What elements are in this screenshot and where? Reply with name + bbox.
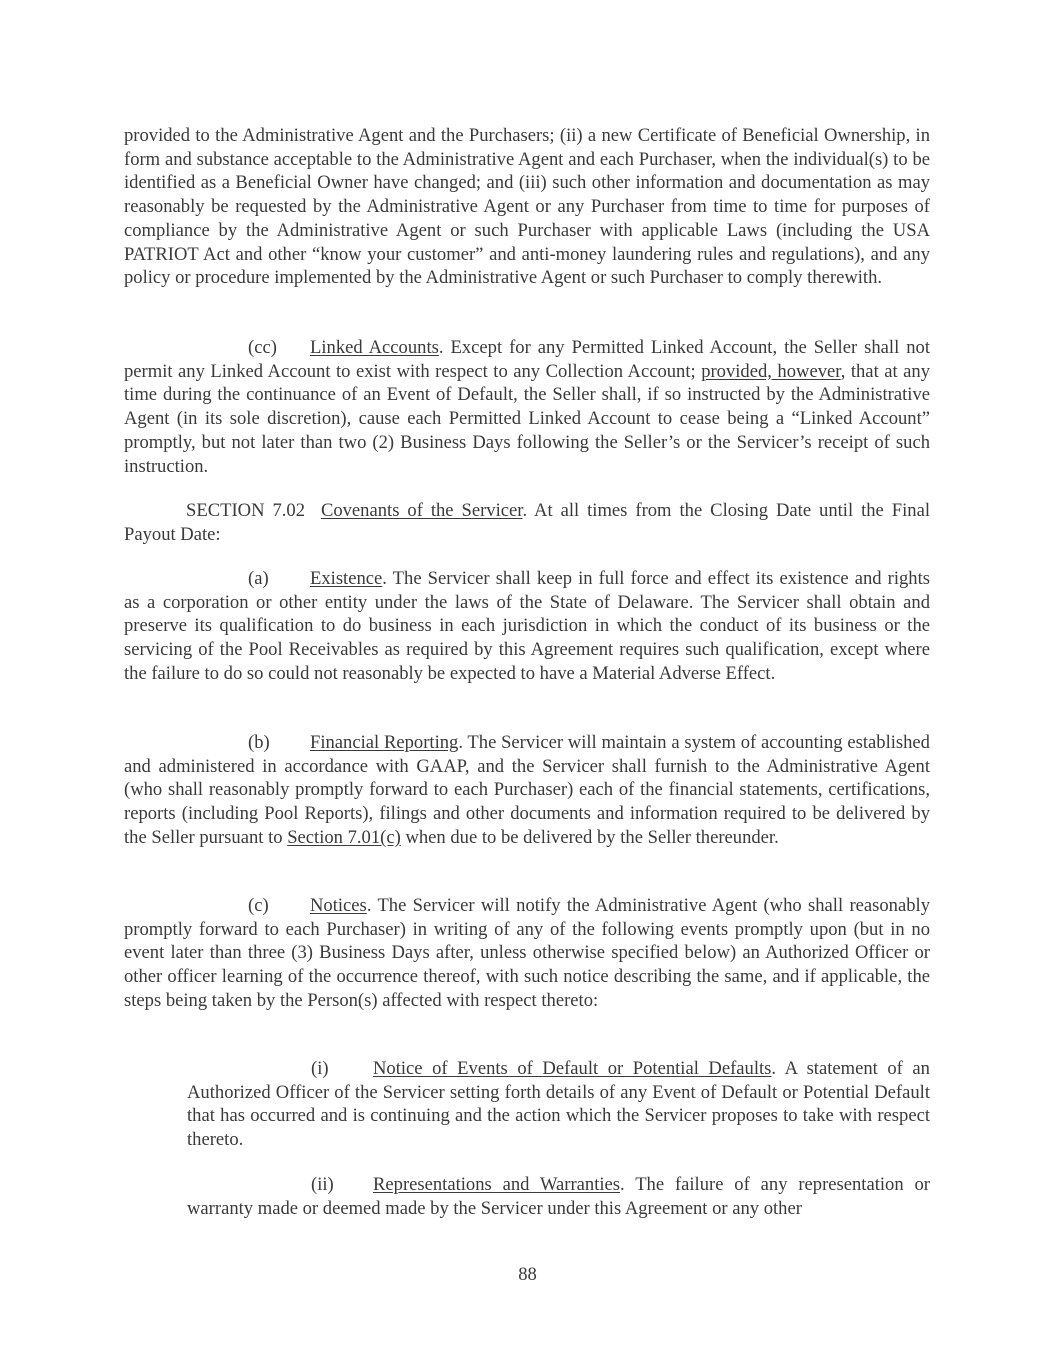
section-cross-reference: Section 7.01(c) <box>287 826 401 848</box>
section-label: SECTION 7.02 <box>186 500 306 521</box>
paragraph-cc-linked-accounts: (cc) Linked Accounts. Except for any Permitted Linked Account, the Seller shall not permit any Linked Account to exist with respect to any Collection Account; provided, however, that at any time during the continuance of an Event of Default, the Seller shall, if so instructed by the Administrative Agent (in its sole discretion), cause each Permitted Linked Account to cease being a “Linked Account” promptly, but not later than two (2) Business Days following the Seller’s or the Servicer’s receipt of such instruction. <box>124 337 931 477</box>
paragraph-b-financial-reporting: (b) Financial Reporting. The Servicer will maintain a system of accounting established and administered in accordance with GAAP, and the Servicer shall furnish to the Administrative Agent (who shall reasonably promptly forward to each Purchaser) each of the financial statements, certifications, reports (including Pool Reports), filings and other documents and information required to be delivered by the Seller pursuant to Section 7.01(c) when due to be delivered by the Seller thereunder. <box>124 732 930 848</box>
subparagraph-i-notice-of-defaults: (i) Notice of Events of Default or Potential Defaults. A statement of an Authorized Officer of the Servicer setting forth details of any Event of Default or Potential Default that has occurred and is continuing and the action which the Servicer proposes to take with respect thereto. <box>187 1058 930 1151</box>
section-7-02-heading-paragraph: SECTION 7.02 Covenants of the Servicer. At all times from the Closing Date until the Final Payout Date: <box>124 500 930 545</box>
paragraph-c-notices: (c) Notices. The Servicer will notify the Administrative Agent (who shall reasonably promptly forward to each Purchaser) in writing of any of the following events promptly upon (but in no event later than three (3) Business Days after, unless otherwise specified below) an Authorized Officer or other officer learning of the occurrence thereof, with such notice describing the same, and if applicable, the steps being taken by the Person(s) affected with respect thereto: <box>124 895 930 1011</box>
paragraph-heading: Financial Reporting <box>310 732 459 753</box>
paragraph-heading: Notice of Events of Default or Potential Defaults <box>373 1058 772 1079</box>
subparagraph-ii-representations: (ii) Representations and Warranties. The failure of any representation or warranty made or deemed made by the Servicer under this Agreement or any other <box>187 1174 930 1219</box>
continuation-paragraph: provided to the Administrative Agent and the Purchasers; (ii) a new Certificate of Beneficial Ownership, in form and substance acceptable to the Administrative Agent and each Purchaser, when the individual(s) to be identified as a Beneficial Owner have changed; and (iii) such other information and documentation as may reasonably be requested by the Administrative Agent or any Purchaser from time to time for purposes of compliance by the Administrative Agent or such Purchaser with applicable Laws (including the USA PATRIOT Act and other “know your customer” and anti-money laundering rules and regulations), and any policy or procedure implemented by the Administrative Agent or such Purchaser to comply therewith. <box>124 125 930 289</box>
paragraph-heading: Linked Accounts <box>310 337 439 358</box>
paragraph-number: (b) <box>248 732 270 753</box>
paragraph-heading: Notices <box>310 895 367 916</box>
paragraph-heading: Existence <box>310 568 383 589</box>
paragraph-number: (c) <box>248 895 269 916</box>
provided-however-term: provided, however <box>701 360 841 382</box>
paragraph-number: (cc) <box>248 337 277 358</box>
section-heading: Covenants of the Servicer <box>320 500 523 521</box>
paragraph-number: (ii) <box>311 1174 334 1195</box>
paragraph-number: (i) <box>311 1058 329 1079</box>
paragraph-heading: Representations and Warranties <box>373 1174 621 1195</box>
page-number: 88 <box>518 1264 537 1285</box>
paragraph-number: (a) <box>248 568 269 589</box>
paragraph-a-existence: (a) Existence. The Servicer shall keep in full force and effect its existence and rights as a corporation or other entity under the laws of the State of Delaware. The Servicer shall obtain and preserve its qualification to do business in each jurisdiction in which the conduct of its business or the servicing of the Pool Receivables as required by this Agreement requires such qualification, except where the failure to do so could not reasonably be expected to have a Material Adverse Effect. <box>124 568 930 684</box>
